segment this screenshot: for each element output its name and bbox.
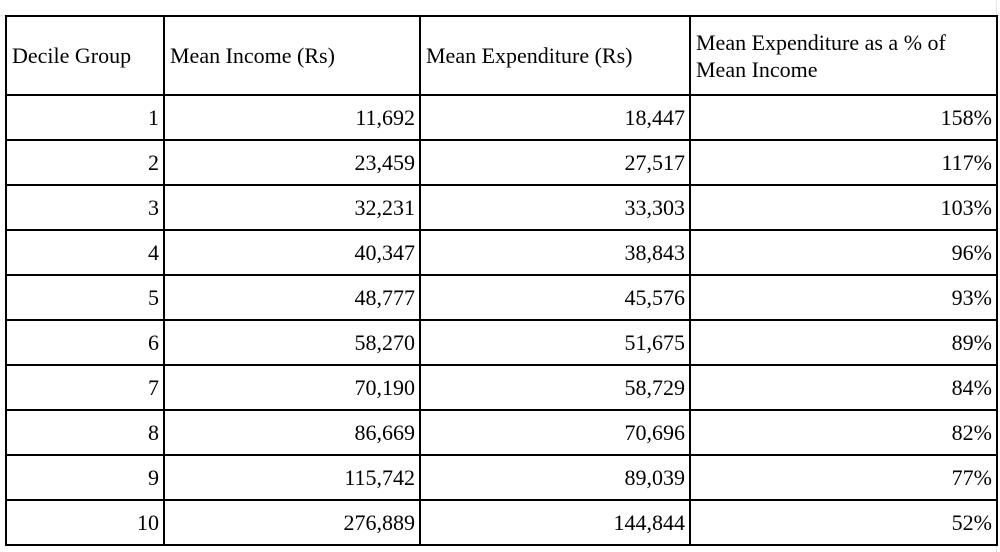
header-mean-expenditure[interactable]: Mean Expenditure (Rs) xyxy=(420,16,690,95)
table-row xyxy=(6,500,997,545)
table-row xyxy=(6,185,997,230)
cell-mean-income[interactable]: 40,347 xyxy=(164,230,420,275)
cell-decile[interactable]: 3 xyxy=(6,185,164,230)
cell-mean-expenditure[interactable]: 144,844 xyxy=(420,500,690,545)
cell-expenditure-percent[interactable]: 103% xyxy=(690,185,997,230)
gridline-top xyxy=(0,0,1000,16)
cell-mean-income[interactable]: 86,669 xyxy=(164,410,420,455)
cell-decile[interactable]: 7 xyxy=(6,365,164,410)
cell-decile[interactable]: 1 xyxy=(6,95,164,140)
cell-mean-income[interactable]: 58,270 xyxy=(164,320,420,365)
cell-mean-expenditure[interactable]: 27,517 xyxy=(420,140,690,185)
decile-table xyxy=(5,15,998,546)
cell-mean-income[interactable]: 115,742 xyxy=(164,455,420,500)
table-row xyxy=(6,365,997,410)
cell-decile[interactable]: 10 xyxy=(6,500,164,545)
cell-decile[interactable]: 2 xyxy=(6,140,164,185)
cell-expenditure-percent[interactable]: 84% xyxy=(690,365,997,410)
cell-expenditure-percent[interactable]: 82% xyxy=(690,410,997,455)
cell-mean-expenditure[interactable]: 33,303 xyxy=(420,185,690,230)
table-row xyxy=(6,95,997,140)
cell-expenditure-percent[interactable]: 89% xyxy=(690,320,997,365)
cell-mean-income[interactable]: 48,777 xyxy=(164,275,420,320)
table-row xyxy=(6,275,997,320)
cell-mean-income[interactable]: 276,889 xyxy=(164,500,420,545)
cell-expenditure-percent[interactable]: 77% xyxy=(690,455,997,500)
cell-mean-expenditure[interactable]: 51,675 xyxy=(420,320,690,365)
table-row xyxy=(6,410,997,455)
cell-expenditure-percent[interactable]: 96% xyxy=(690,230,997,275)
cell-mean-expenditure[interactable]: 18,447 xyxy=(420,95,690,140)
cell-decile[interactable]: 6 xyxy=(6,320,164,365)
cell-mean-expenditure[interactable]: 45,576 xyxy=(420,275,690,320)
cell-expenditure-percent[interactable]: 93% xyxy=(690,275,997,320)
cell-mean-expenditure[interactable]: 70,696 xyxy=(420,410,690,455)
header-row xyxy=(6,16,997,95)
table-row xyxy=(6,455,997,500)
header-mean-income[interactable]: Mean Income (Rs) xyxy=(164,16,420,95)
cell-mean-income[interactable]: 11,692 xyxy=(164,95,420,140)
cell-expenditure-percent[interactable]: 117% xyxy=(690,140,997,185)
cell-decile[interactable]: 5 xyxy=(6,275,164,320)
cell-expenditure-percent[interactable]: 158% xyxy=(690,95,997,140)
cell-mean-income[interactable]: 70,190 xyxy=(164,365,420,410)
cell-decile[interactable]: 4 xyxy=(6,230,164,275)
cell-mean-income[interactable]: 32,231 xyxy=(164,185,420,230)
header-decile-group[interactable]: Decile Group xyxy=(6,16,164,95)
cell-mean-expenditure[interactable]: 38,843 xyxy=(420,230,690,275)
cell-expenditure-percent[interactable]: 52% xyxy=(690,500,997,545)
cell-mean-income[interactable]: 23,459 xyxy=(164,140,420,185)
table-row xyxy=(6,320,997,365)
cell-mean-expenditure[interactable]: 89,039 xyxy=(420,455,690,500)
cell-decile[interactable]: 9 xyxy=(6,455,164,500)
cell-mean-expenditure[interactable]: 58,729 xyxy=(420,365,690,410)
header-expenditure-percent[interactable]: Mean Expenditure as a % of Mean Income xyxy=(690,16,997,95)
table-row xyxy=(6,140,997,185)
table-row xyxy=(6,230,997,275)
cell-decile[interactable]: 8 xyxy=(6,410,164,455)
